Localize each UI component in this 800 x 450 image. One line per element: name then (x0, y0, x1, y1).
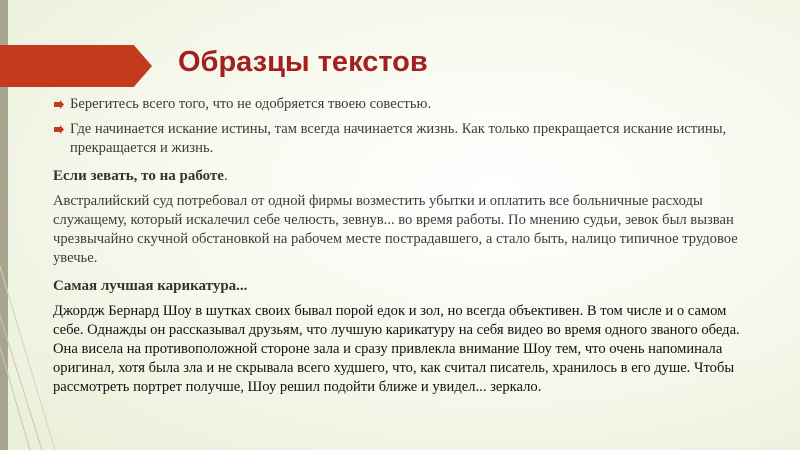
arrow-bullet-icon (54, 100, 64, 109)
slide-title: Образцы текстов (178, 46, 428, 78)
section-paragraph: Джордж Бернард Шоу в шутках своих бывал порой едок и зол, но всегда объективен. В том числе и о самом себе. Однажды он рассказывал друзьям, что лучшую карикатуру на себя видео во время одного званого обеда. Она висела на противоположной стороне зала и сразу привлекла внимание Шоу тем, что очень напоминала оригинал, хотя была зла и не скрывала всего худшего, что, как считал писатель, хранилось в его душе. Чтобы рассмотреть портрет получше, Шоу решил подойти ближе и увидел... зеркало. (53, 303, 740, 395)
section-heading-text: Если зевать, то на работе (53, 168, 224, 184)
bullet-item (53, 95, 748, 114)
section-heading (53, 167, 748, 186)
section-heading-suffix: . (223, 168, 228, 184)
bullet-text: Где начинается искание истины, там всегда начинается жизнь. Как только прекращается искание истины, прекращается и жизнь. (70, 121, 727, 156)
section-heading: Самая лучшая карикатура... (53, 278, 248, 294)
bullet-text: Берегитесь всего того, что не одобряется твоею совестью. (70, 96, 432, 112)
section-paragraph: Австралийский суд потребовал от одной фирмы возместить убытки и оплатить все больничные расходы служащему, который искалечил себе челюсть, зевнув... во время работы. По мнению судьи, зевок был вызван чрезвычайно скучной обстановкой на рабочем месте пострадавшего, а стало быть, налицо типичное трудовое увечье. (53, 193, 738, 266)
bullet-item (53, 120, 748, 158)
arrow-bullet-icon (54, 125, 64, 134)
slide-content (53, 95, 748, 397)
title-accent-arrow (0, 45, 152, 87)
